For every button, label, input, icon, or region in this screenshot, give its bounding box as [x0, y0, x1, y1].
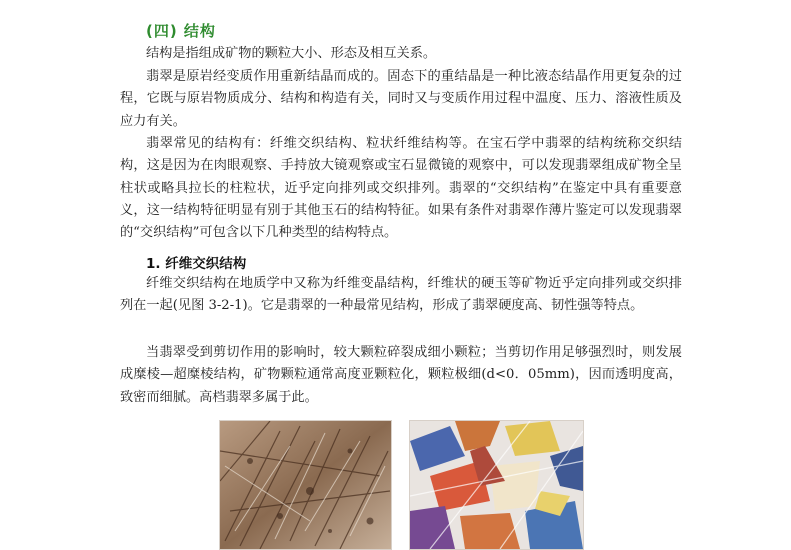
micrograph-right: [409, 420, 584, 550]
paragraph-common-structures: 翡翠常见的结构有：纤维交织结构、粒状纤维结构等。在宝石学中翡翠的结构统称交织结构，这是因为在肉眼观察、手持放大镜观察或宝石显微镜的观察中，可以发现翡翠组成矿物全呈柱状或略具拉长的柱粒状，近乎定向排列或交织排列。翡翠的“交织结构”在鉴定中具有重要意义，这一结构特征明显有别于其他玉石的结构特征。如果有条件对翡翠作薄片鉴定可以发现翡翠的“交织结构”可包含以下几种类型的结构特点。: [120, 136, 682, 241]
subsection-heading: 1. 纤维交织结构: [146, 256, 247, 272]
micrograph-left: [219, 420, 392, 550]
paragraph-shear-effect: 当翡翠受到剪切作用的影响时，较大颗粒碎裂成细小颗粒；当剪切作用足够强烈时，则发展成糜棱—超糜棱结构，矿物颗粒通常高度亚颗粒化，颗粒极细(d<0．05mm)，因而透明度高，致密而细腻。高档翡翠多属于此。: [120, 345, 682, 405]
micrograph-right-image: [410, 421, 583, 549]
paragraph-definition: 结构是指组成矿物的颗粒大小、形态及相互关系。: [146, 46, 437, 61]
section-heading: (四) 结构: [146, 22, 216, 40]
paragraph-fibrous-structure: 纤维交织结构在地质学中又称为纤维变晶结构，纤维状的硬玉等矿物近乎定向排列或交织排列在一起(见图 3-2-1)。它是翡翠的一种最常见结构，形成了翡翠硬度高、韧性强等特点。: [120, 276, 682, 314]
micrograph-left-image: [220, 421, 391, 549]
paragraph-origin: 翡翠是原岩经变质作用重新结晶而成的。固态下的重结晶是一种比液态结晶作用更复杂的过程，它既与原岩物质成分、结构和构造有关，同时又与变质作用过程中温度、压力、溶液性质及应力有关。: [120, 69, 682, 129]
